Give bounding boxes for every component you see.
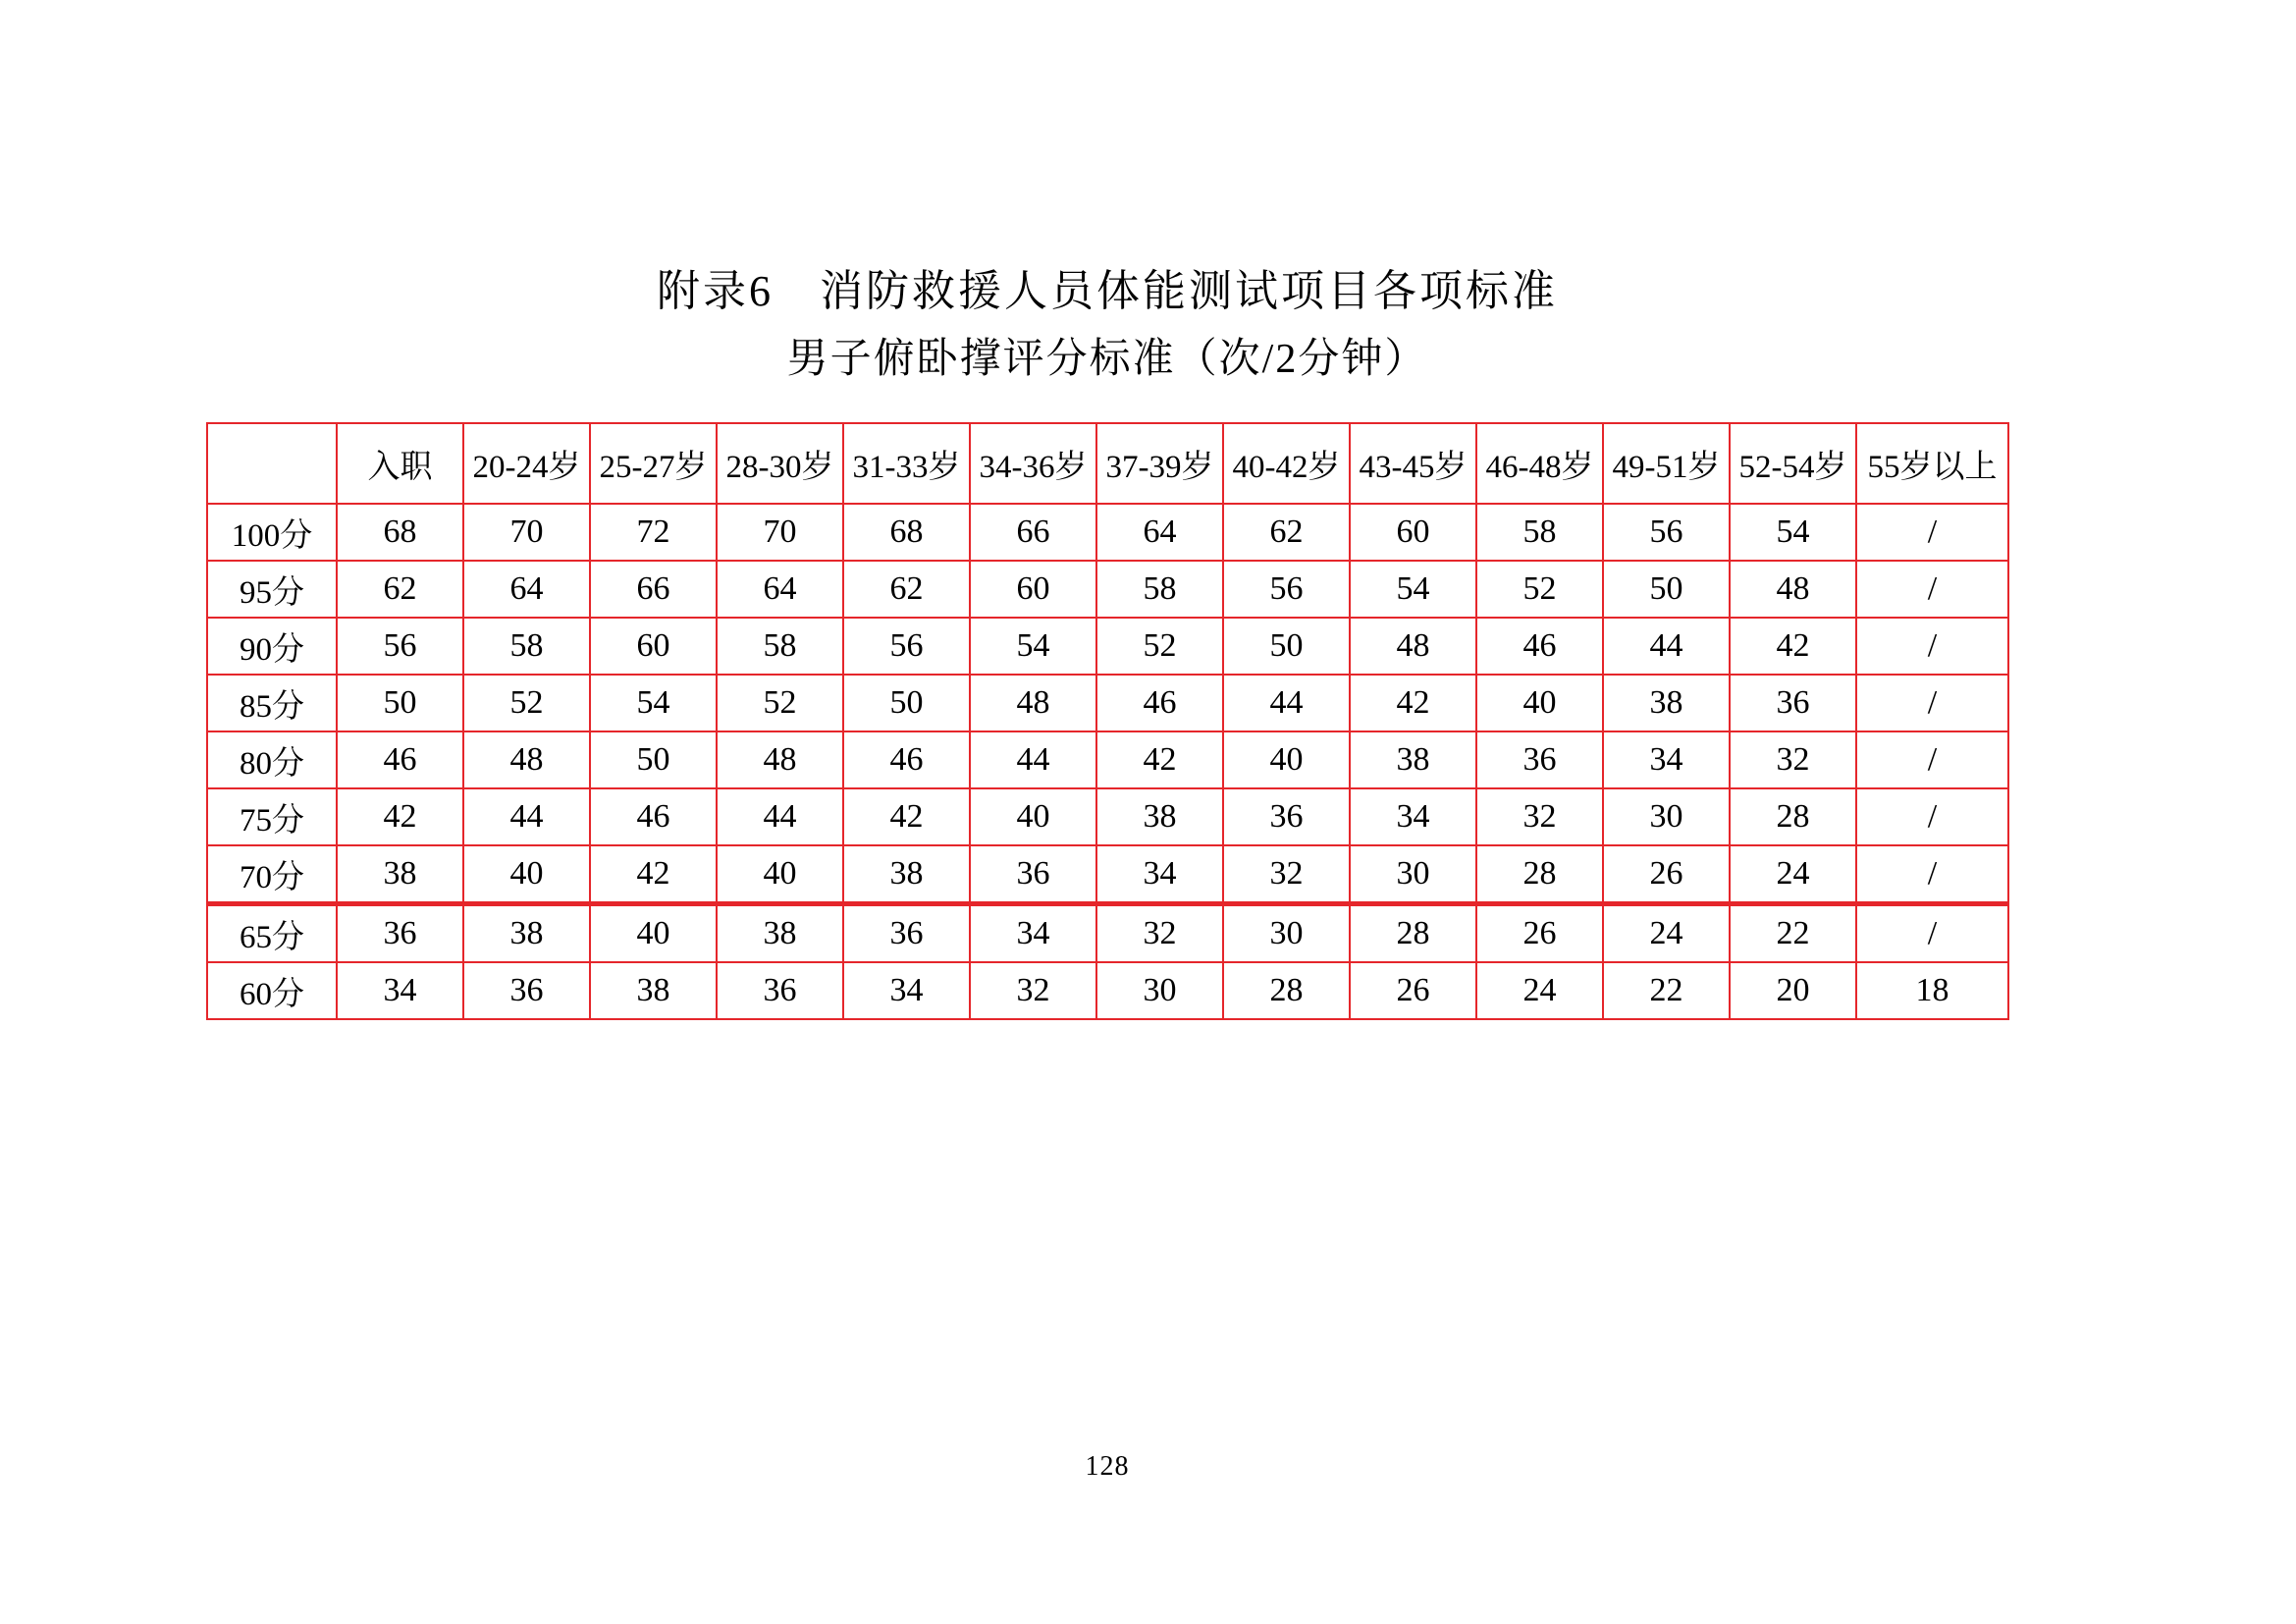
score-cell: 40 [970,788,1096,845]
table-row [207,561,2008,618]
score-cell: 40 [717,845,843,904]
score-cell: 64 [717,561,843,618]
score-cell: 44 [1223,675,1350,731]
score-cell: 46 [1476,618,1603,675]
column-header-4: 31-33岁 [843,423,970,504]
score-cell: 32 [1730,731,1856,788]
score-cell: 64 [463,561,590,618]
column-header-10: 49-51岁 [1603,423,1730,504]
score-cell: 70 [463,504,590,561]
score-cell: / [1856,675,2008,731]
score-cell: 34 [337,962,463,1019]
table-row [207,845,2008,904]
table-header-row [207,423,2008,504]
appendix-title: 附录6 消防救援人员体能测试项目各项标准 [657,267,1558,315]
table-row [207,788,2008,845]
score-cell: 36 [337,904,463,963]
score-cell: 28 [1476,845,1603,904]
score-cell: 62 [843,561,970,618]
score-cell: / [1856,788,2008,845]
score-cell: 36 [970,845,1096,904]
column-header-6: 37-39岁 [1096,423,1223,504]
score-cell: 56 [1603,504,1730,561]
score-cell: 60 [590,618,717,675]
table-header [207,423,2008,504]
score-cell: 30 [1603,788,1730,845]
score-cell: 32 [1223,845,1350,904]
score-cell: 42 [1730,618,1856,675]
row-label: 90分 [207,618,337,675]
score-cell: 58 [463,618,590,675]
score-cell: 30 [1096,962,1223,1019]
column-header-7: 40-42岁 [1223,423,1350,504]
score-cell: 48 [970,675,1096,731]
column-header-0: 入职 [337,423,463,504]
score-cell: 48 [1730,561,1856,618]
row-label: 85分 [207,675,337,731]
score-cell: 56 [843,618,970,675]
row-label: 70分 [207,845,337,904]
score-table [206,422,2009,1020]
score-cell: 68 [843,504,970,561]
score-cell: 40 [590,904,717,963]
score-cell: 38 [1350,731,1476,788]
score-cell: 64 [1096,504,1223,561]
score-cell: 40 [463,845,590,904]
score-cell: 52 [1096,618,1223,675]
score-cell: 54 [970,618,1096,675]
score-cell: 36 [843,904,970,963]
score-cell: 36 [1476,731,1603,788]
score-cell: 36 [1730,675,1856,731]
row-label: 80分 [207,731,337,788]
score-cell: 22 [1603,962,1730,1019]
score-cell: 32 [1476,788,1603,845]
row-label: 60分 [207,962,337,1019]
score-cell: 52 [463,675,590,731]
score-cell: 48 [463,731,590,788]
score-cell: 62 [337,561,463,618]
score-cell: 66 [590,561,717,618]
column-header-2: 25-27岁 [590,423,717,504]
score-cell: 34 [1096,845,1223,904]
table-row [207,962,2008,1019]
page-number: 128 [1085,1451,1130,1482]
corner-cell [207,423,337,504]
score-cell: 46 [337,731,463,788]
score-cell: 70 [717,504,843,561]
table-row [207,731,2008,788]
score-cell: 26 [1350,962,1476,1019]
score-cell: 22 [1730,904,1856,963]
score-cell: 38 [590,962,717,1019]
score-cell: 42 [590,845,717,904]
page-content [206,0,2008,1624]
score-cell: 60 [970,561,1096,618]
score-cell: 26 [1476,904,1603,963]
score-cell: 52 [717,675,843,731]
score-cell: 42 [337,788,463,845]
score-cell: 38 [1603,675,1730,731]
score-cell: 30 [1350,845,1476,904]
score-cell: 42 [843,788,970,845]
score-cell: 32 [970,962,1096,1019]
score-cell: 56 [1223,561,1350,618]
score-cell: / [1856,618,2008,675]
score-cell: 38 [843,845,970,904]
score-cell: 24 [1730,845,1856,904]
column-header-11: 52-54岁 [1730,423,1856,504]
score-cell: 36 [717,962,843,1019]
score-cell: 56 [337,618,463,675]
table-body [207,504,2008,1019]
score-cell: 28 [1223,962,1350,1019]
row-label: 65分 [207,904,337,963]
score-cell: 42 [1350,675,1476,731]
score-cell: 40 [1223,731,1350,788]
table-row [207,618,2008,675]
score-cell: / [1856,904,2008,963]
score-cell: 38 [463,904,590,963]
score-cell: 34 [970,904,1096,963]
score-cell: 58 [717,618,843,675]
score-cell: 60 [1350,504,1476,561]
score-cell: 36 [1223,788,1350,845]
score-cell: 38 [1096,788,1223,845]
column-header-5: 34-36岁 [970,423,1096,504]
score-cell: 68 [337,504,463,561]
score-cell: 52 [1476,561,1603,618]
table-row [207,504,2008,561]
score-cell: 32 [1096,904,1223,963]
score-cell: 20 [1730,962,1856,1019]
score-cell: 30 [1223,904,1350,963]
table-subtitle: 男子俯卧撑评分标准（次/2分钟） [786,337,1428,382]
score-cell: 40 [1476,675,1603,731]
score-cell: / [1856,561,2008,618]
score-cell: 50 [590,731,717,788]
score-cell: 50 [1223,618,1350,675]
score-cell: / [1856,731,2008,788]
column-header-3: 28-30岁 [717,423,843,504]
score-cell: 44 [970,731,1096,788]
score-cell: 34 [1603,731,1730,788]
score-cell: 54 [1730,504,1856,561]
score-cell: 48 [717,731,843,788]
column-header-8: 43-45岁 [1350,423,1476,504]
score-cell: / [1856,504,2008,561]
score-cell: 38 [337,845,463,904]
score-cell: 44 [717,788,843,845]
score-cell: 50 [1603,561,1730,618]
score-cell: 46 [1096,675,1223,731]
score-cell: 24 [1476,962,1603,1019]
score-cell: 44 [1603,618,1730,675]
score-cell: 38 [717,904,843,963]
score-cell: 48 [1350,618,1476,675]
score-cell: 62 [1223,504,1350,561]
row-label: 95分 [207,561,337,618]
score-cell: 24 [1603,904,1730,963]
score-cell: 72 [590,504,717,561]
score-cell: / [1856,845,2008,904]
score-cell: 54 [1350,561,1476,618]
score-cell: 26 [1603,845,1730,904]
score-cell: 42 [1096,731,1223,788]
score-cell: 36 [463,962,590,1019]
row-label: 75分 [207,788,337,845]
column-header-9: 46-48岁 [1476,423,1603,504]
score-cell: 66 [970,504,1096,561]
table-row [207,904,2008,963]
score-cell: 44 [463,788,590,845]
table-row [207,675,2008,731]
score-cell: 34 [1350,788,1476,845]
score-cell: 46 [590,788,717,845]
row-label: 100分 [207,504,337,561]
column-header-12: 55岁以上 [1856,423,2008,504]
score-cell: 58 [1096,561,1223,618]
score-cell: 58 [1476,504,1603,561]
score-cell: 50 [843,675,970,731]
score-cell: 18 [1856,962,2008,1019]
score-cell: 50 [337,675,463,731]
score-cell: 54 [590,675,717,731]
column-header-1: 20-24岁 [463,423,590,504]
score-cell: 28 [1730,788,1856,845]
score-cell: 46 [843,731,970,788]
score-cell: 34 [843,962,970,1019]
score-cell: 28 [1350,904,1476,963]
